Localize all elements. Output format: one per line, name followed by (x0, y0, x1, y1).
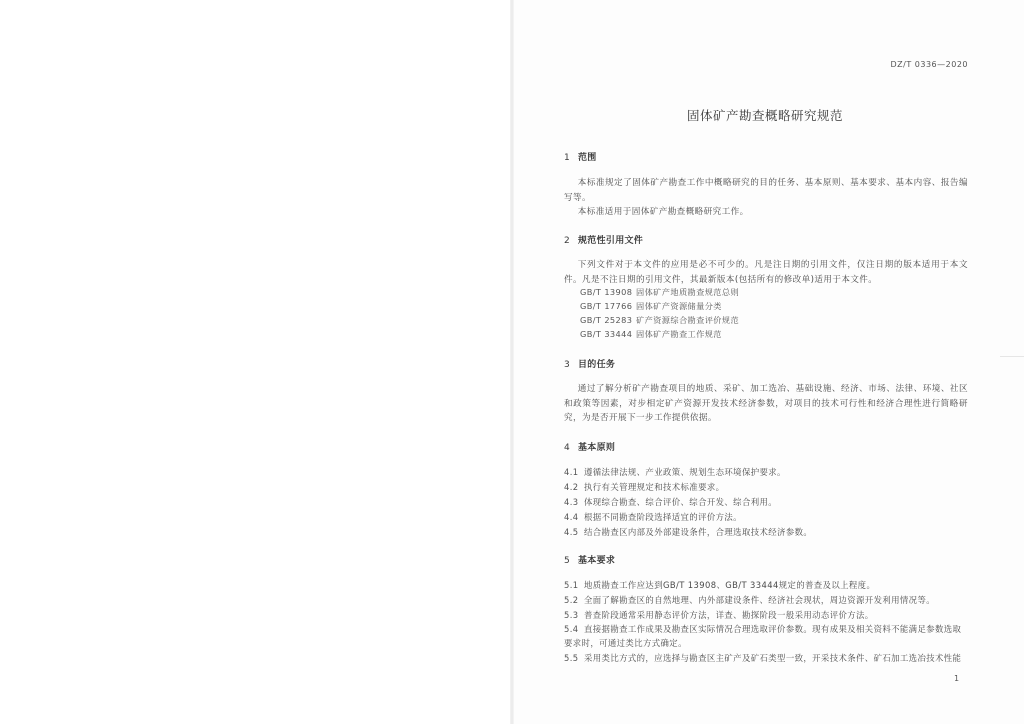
clause-number: 4.1 (564, 467, 579, 477)
section-1-heading (564, 150, 597, 163)
section-2-paragraph: 下列文件对于本文件的应用是必不可少的。凡是注日期的引用文件，仅注日期的版本适用于本文件。凡是不注日期的引用文件，其最新版本(包括所有的修改单)适用于本文件。 (564, 260, 968, 285)
section-3-paragraph: 通过了解分析矿产勘查项目的地质、采矿、加工选冶、基础设施、经济、市场、法律、环境、社区和政策等因素，对步相定矿产资源开发技术经济参数，对项目的技术可行性和经济合理性进行简略研究，为是否开展下一步工作提供依据。 (564, 384, 968, 423)
reference-code: GB/T 13908 (580, 287, 633, 297)
document-title: 固体矿产勘查概略研究规范 (686, 108, 843, 123)
section-4-heading (564, 440, 615, 453)
section-3-heading (564, 357, 615, 370)
section-5-heading (564, 553, 615, 566)
section-number: 2 (564, 236, 571, 246)
reference-item (580, 329, 722, 340)
clause-number: 5.5 (564, 653, 579, 663)
clause-text: 遵循法律法规、产业政策、规划生态环境保护要求。 (584, 467, 786, 477)
section-2-heading (564, 233, 643, 246)
clause-item (564, 510, 968, 524)
clause-number: 4.3 (564, 497, 579, 507)
reference-code: GB/T 25283 (580, 315, 633, 325)
clause-item (564, 593, 968, 607)
section-title: 范围 (578, 153, 597, 163)
clause-text: 地质勘查工作应达到GB/T 13908、GB/T 33444规定的普查及以上程度。 (584, 580, 876, 590)
clause-text: 结合勘查区内部及外部建设条件，合理选取技术经济参数。 (584, 527, 813, 537)
reference-item (580, 301, 722, 312)
clause-text: 体现综合勘查、综合评价、综合开发、综合利用。 (584, 497, 778, 507)
reference-title: 固体矿产勘查工作规范 (636, 329, 722, 339)
reference-title: 固体矿产资源储量分类 (636, 301, 722, 311)
clause-number: 4.4 (564, 512, 579, 522)
reference-title: 固体矿产地质勘查规范总则 (636, 287, 740, 297)
clause-item (564, 608, 968, 622)
reference-code: GB/T 33444 (580, 329, 633, 339)
section-title: 基本要求 (578, 556, 616, 566)
section-title: 基本原则 (578, 443, 616, 453)
page-edge-mark (1000, 356, 1024, 357)
clause-item (564, 465, 968, 479)
page-number: 1 (954, 674, 960, 683)
clause-item (564, 480, 968, 494)
reference-code: GB/T 17766 (580, 301, 633, 311)
section-number: 4 (564, 443, 571, 453)
clause-text: 直接据勘查工作成果及勘查区实际情况合理选取评价参数。现有成果及相关资料不能满足参数选取要求时，可通过类比方式确定。 (564, 624, 962, 648)
clause-item (564, 495, 968, 509)
clause-number: 5.3 (564, 610, 579, 620)
clause-item (564, 622, 968, 650)
clause-text: 普查阶段通常采用静态评价方法，详查、勘探阶段一般采用动态评价方法。 (584, 610, 874, 620)
section-number: 5 (564, 556, 571, 566)
clause-text: 全面了解勘查区的自然地理、内外部建设条件、经济社会现状，周边资源开发利用情况等。 (584, 595, 935, 605)
clause-item (564, 651, 968, 665)
section-1-paragraph-2: 本标准适用于固体矿产勘查概略研究工作。 (577, 207, 749, 217)
clause-item (564, 525, 968, 539)
section-title: 目的任务 (578, 360, 616, 370)
reference-item (580, 315, 739, 326)
clause-number: 5.4 (564, 624, 579, 634)
clause-number: 5.2 (564, 595, 579, 605)
clause-number: 4.2 (564, 482, 579, 492)
section-number: 1 (564, 153, 571, 163)
clause-item (564, 578, 968, 592)
clause-number: 4.5 (564, 527, 579, 537)
section-title: 规范性引用文件 (578, 236, 644, 246)
clause-text: 根据不同勘查阶段选择适宜的评价方法。 (584, 512, 742, 522)
clause-number: 5.1 (564, 580, 579, 590)
standard-code: DZ/T 0336—2020 (890, 60, 968, 69)
reference-item (580, 287, 739, 298)
reference-title: 矿产资源综合勘查评价规范 (636, 315, 740, 325)
section-1-paragraph-1: 本标准规定了固体矿产勘查工作中概略研究的目的任务、基本原则、基本要求、基本内容、报告编写等。 (564, 178, 968, 203)
clause-text: 执行有关管理规定和技术标准要求。 (584, 482, 725, 492)
clause-text: 采用类比方式的，应选择与勘查区主矿产及矿石类型一致，开采技术条件、矿石加工选冶技术性能 (584, 653, 962, 663)
section-number: 3 (564, 360, 571, 370)
